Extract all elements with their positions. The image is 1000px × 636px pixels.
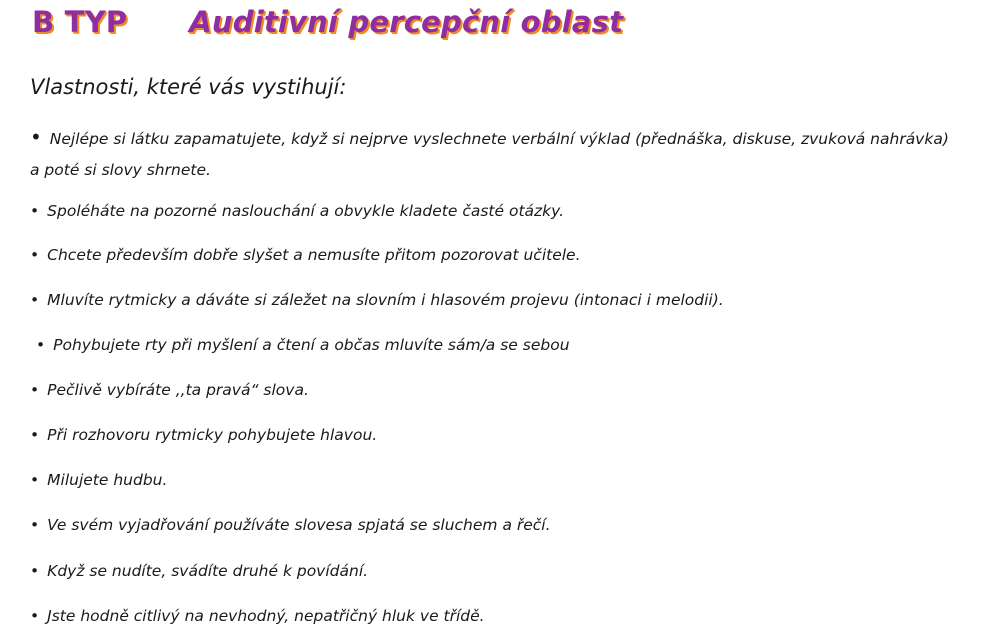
list-item-text: Mluvíte rytmicky a dáváte si záležet na slovním i hlasovém projevu (intonaci i melodii). — [47, 291, 724, 309]
list-item-text: Když se nudíte, svádíte druhé k povídání. — [47, 562, 369, 580]
list-item — [30, 122, 960, 186]
bullet-icon: • — [30, 125, 42, 149]
bullet-icon: • — [30, 516, 40, 534]
list-item — [30, 420, 960, 451]
list-item-text: Pohybujete rty při myšlení a čtení a občas mluvíte sám/a se sebou — [53, 336, 570, 354]
list-item-text: Ve svém vyjadřování používáte slovesa spjatá se sluchem a řečí. — [47, 516, 551, 534]
list-item-text: Spoléháte na pozorné naslouchání a obvykle kladete časté otázky. — [47, 202, 565, 220]
list-item-text: Pečlivě vybíráte ,,ta pravá“ slova. — [47, 381, 309, 399]
bullet-icon: • — [30, 291, 40, 309]
bullet-icon: • — [30, 562, 40, 580]
page-title — [32, 0, 623, 44]
bullet-icon: • — [30, 381, 40, 399]
list-item-text: Nejlépe si látku zapamatujete, když si nejprve vyslechnete verbální výklad (přednáška, diskuse, zvuková nahrávka) a poté si slovy shrnete. — [30, 130, 949, 179]
section-heading: Vlastnosti, které vás vystihují: — [30, 75, 347, 99]
bullet-icon: • — [30, 246, 40, 264]
bullet-icon: • — [30, 607, 40, 625]
bullet-icon: • — [30, 426, 40, 444]
list-item-text: Při rozhovoru rytmicky pohybujete hlavou. — [47, 426, 378, 444]
bullet-icon: • — [30, 202, 40, 220]
list-item — [30, 601, 960, 632]
title-type-label: B TYP — [32, 5, 128, 39]
list-item — [30, 330, 966, 361]
list-item-text: Milujete hudbu. — [47, 471, 168, 489]
title-area-label: Auditivní percepční oblast — [189, 5, 624, 39]
list-item — [30, 240, 960, 271]
bullet-icon: • — [36, 336, 46, 354]
list-item — [30, 556, 960, 587]
list-item — [30, 465, 960, 496]
list-item — [30, 196, 960, 227]
list-item — [30, 375, 960, 406]
list-item-text: Jste hodně citlivý na nevhodný, nepatřičný hluk ve třídě. — [47, 607, 485, 625]
bullet-icon: • — [30, 471, 40, 489]
list-item — [30, 285, 960, 316]
list-item — [30, 510, 960, 541]
list-item-text: Chcete především dobře slyšet a nemusíte přitom pozorovat učitele. — [47, 246, 581, 264]
